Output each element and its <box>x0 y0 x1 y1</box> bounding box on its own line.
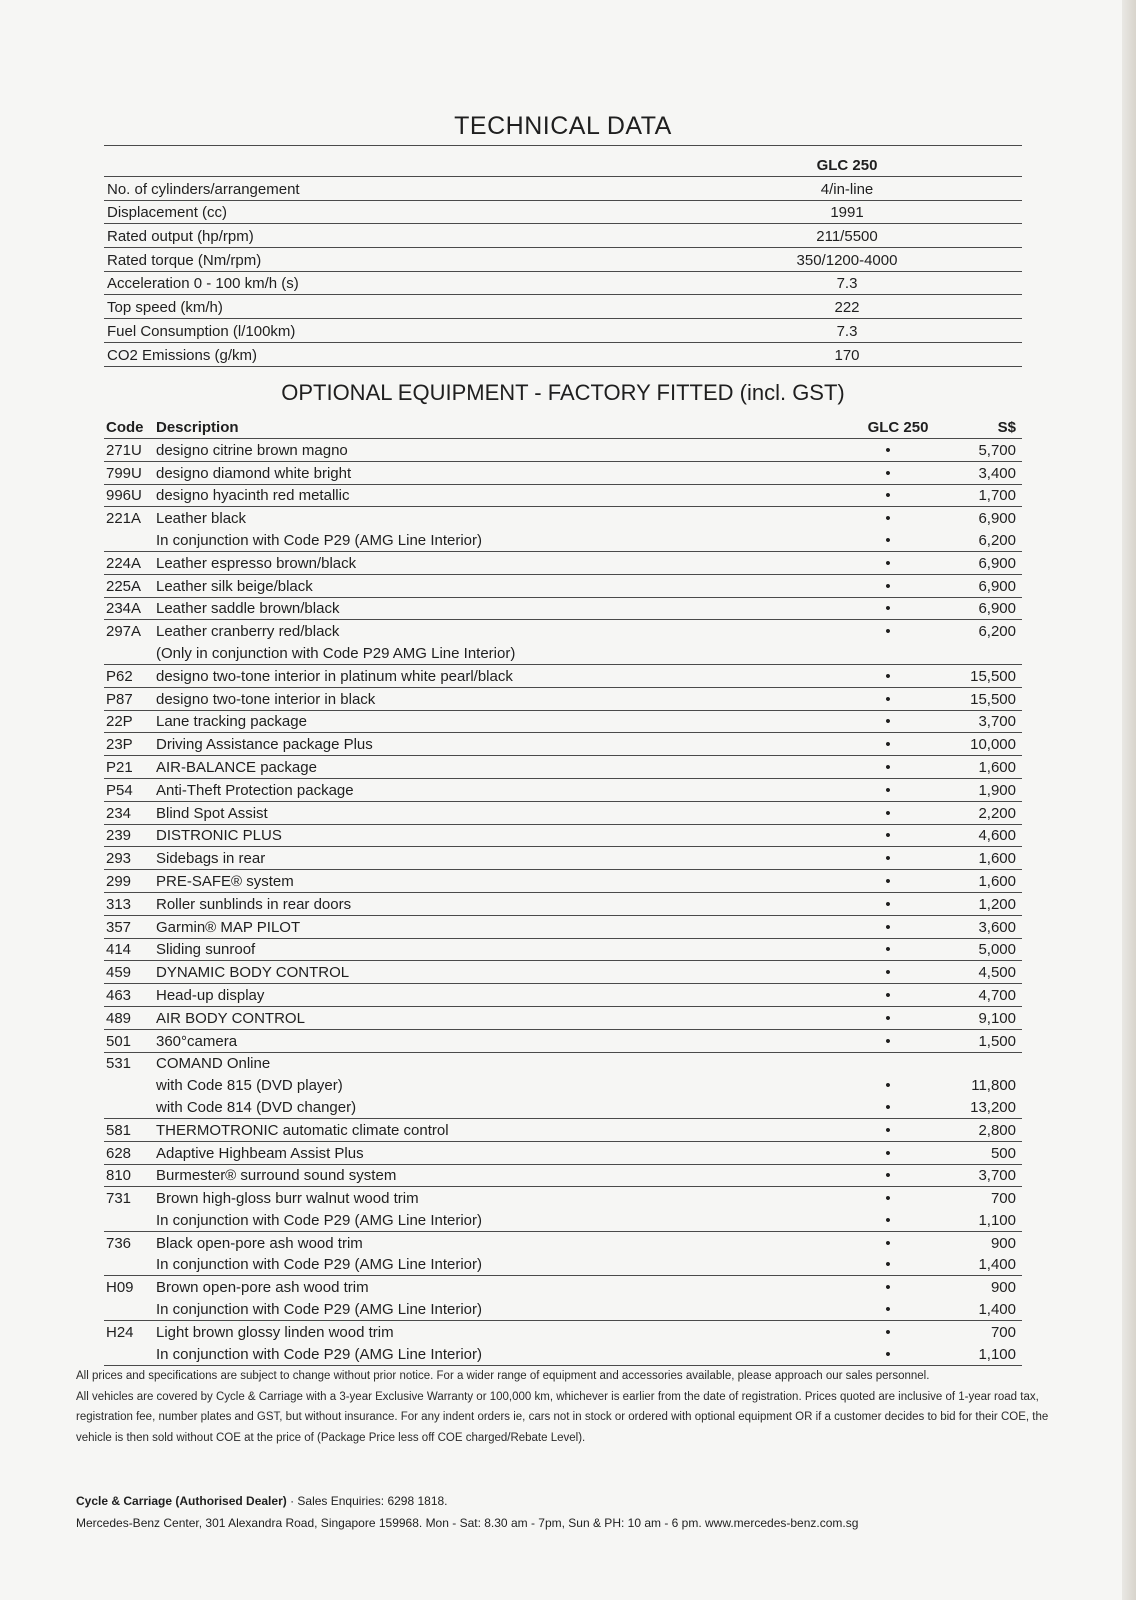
availability-dot: • <box>885 986 891 1004</box>
availability-dot: • <box>885 850 891 868</box>
equipment-description: (Only in conjunction with Code P29 AMG Line Interior) <box>156 644 516 662</box>
technical-value: 4/in-line <box>820 180 874 198</box>
equipment-code: 531 <box>106 1055 132 1073</box>
model-header: GLC 250 <box>867 419 929 436</box>
equipment-description: PRE-SAFE® system <box>156 872 294 890</box>
equipment-description: In conjunction with Code P29 (AMG Line Interior) <box>156 1211 482 1229</box>
availability-dot: • <box>885 872 891 890</box>
dealer-info <box>76 1490 1066 1534</box>
equipment-description: with Code 815 (DVD player) <box>156 1077 343 1095</box>
equipment-row <box>104 825 1022 848</box>
equipment-price: 1,900 <box>978 781 1016 799</box>
equipment-price: 2,200 <box>978 804 1016 822</box>
equipment-row <box>104 665 1022 688</box>
equipment-description: AIR-BALANCE package <box>156 758 317 776</box>
equipment-code: 225A <box>106 577 142 595</box>
equipment-price: 4,600 <box>978 827 1016 845</box>
equipment-row <box>104 984 1022 1007</box>
technical-value: 350/1200-4000 <box>796 251 898 269</box>
technical-label: Rated torque (Nm/rpm) <box>107 251 262 269</box>
availability-dot: • <box>885 804 891 822</box>
equipment-price: 2,800 <box>978 1121 1016 1139</box>
equipment-price: 700 <box>990 1190 1016 1208</box>
technical-data-title: TECHNICAL DATA <box>454 112 672 140</box>
equipment-price: 6,200 <box>978 623 1016 641</box>
equipment-price: 1,600 <box>978 850 1016 868</box>
equipment-code: 234A <box>106 600 142 618</box>
equipment-description: THERMOTRONIC automatic climate control <box>156 1121 449 1139</box>
equipment-price: 13,200 <box>970 1098 1016 1116</box>
equipment-row <box>104 688 1022 711</box>
equipment-description: Light brown glossy linden wood trim <box>156 1323 394 1341</box>
equipment-description: Sidebags in rear <box>156 850 266 868</box>
equipment-row <box>104 756 1022 779</box>
equipment-code: P87 <box>106 690 133 708</box>
equipment-description: DISTRONIC PLUS <box>156 827 282 845</box>
equipment-row <box>104 1232 1022 1254</box>
technical-row <box>104 272 1022 296</box>
technical-label: Acceleration 0 - 100 km/h (s) <box>107 275 299 293</box>
equipment-code: 628 <box>106 1144 132 1162</box>
availability-dot: • <box>885 441 891 459</box>
equipment-code: 221A <box>106 510 142 528</box>
availability-dot: • <box>885 487 891 505</box>
technical-row <box>104 248 1022 272</box>
equipment-price: 1,500 <box>978 1032 1016 1050</box>
equipment-row <box>104 598 1022 621</box>
availability-dot: • <box>885 1032 891 1050</box>
equipment-description: Garmin® MAP PILOT <box>156 918 301 936</box>
equipment-description: In conjunction with Code P29 (AMG Line Interior) <box>156 1345 482 1363</box>
equipment-price: 1,400 <box>978 1301 1016 1319</box>
availability-dot: • <box>885 690 891 708</box>
equipment-code: 459 <box>106 964 132 982</box>
equipment-row <box>104 1030 1022 1053</box>
equipment-row <box>104 916 1022 939</box>
technical-value: 1991 <box>830 204 864 222</box>
code-header: Code <box>106 419 144 436</box>
equipment-price: 700 <box>990 1323 1016 1341</box>
equipment-code: 581 <box>106 1121 132 1139</box>
availability-dot: • <box>885 531 891 549</box>
equipment-code: 234 <box>106 804 132 822</box>
equipment-price: 900 <box>990 1279 1016 1297</box>
availability-dot: • <box>885 827 891 845</box>
paper-edge <box>1122 0 1136 1600</box>
technical-header-row <box>104 145 1022 177</box>
equipment-row <box>104 1187 1022 1209</box>
equipment-description: In conjunction with Code P29 (AMG Line Interior) <box>156 531 482 549</box>
equipment-row <box>104 507 1022 529</box>
equipment-row <box>104 575 1022 598</box>
availability-dot: • <box>885 510 891 528</box>
availability-dot: • <box>885 667 891 685</box>
equipment-row <box>104 1165 1022 1188</box>
equipment-description: Black open-pore ash wood trim <box>156 1234 363 1252</box>
equipment-code: 996U <box>106 487 142 505</box>
equipment-price: 3,700 <box>978 713 1016 731</box>
availability-dot: • <box>885 1301 891 1319</box>
equipment-code: 239 <box>106 827 132 845</box>
technical-model-header: GLC 250 <box>816 157 878 174</box>
disclaimer-line-1: All prices and specifications are subject to change without prior notice. For a wider range of equipment and accessories available, please approach our sales personnel. <box>76 1370 930 1382</box>
equipment-row <box>104 1254 1022 1277</box>
technical-value: 7.3 <box>836 322 858 340</box>
availability-dot: • <box>885 1167 891 1185</box>
equipment-description: Head-up display <box>156 986 265 1004</box>
equipment-row <box>104 1074 1022 1096</box>
optional-equipment-table <box>104 412 1022 1366</box>
equipment-row <box>104 961 1022 984</box>
equipment-price: 5,700 <box>978 441 1016 459</box>
equipment-row <box>104 1321 1022 1343</box>
equipment-row <box>104 893 1022 916</box>
equipment-description: In conjunction with Code P29 (AMG Line Interior) <box>156 1301 482 1319</box>
equipment-description: Leather espresso brown/black <box>156 554 357 572</box>
equipment-description: designo citrine brown magno <box>156 441 348 459</box>
equipment-price: 11,800 <box>971 1077 1016 1095</box>
disclaimer-line-2: All vehicles are covered by Cycle & Carriage with a 3-year Exclusive Warranty or 100,000 km, whichever is earlier from the date of registration. Prices quoted are inclusive of 1-year road tax, registration fee, number plates and GST, but without insurance. For any indent orders ie, cars not in stock or ordered with optional equipment OR if a customer decides to bid for their COE, the vehicle is then sold without COE at the price of (Package Price less off COE charged/Rebate Level). <box>76 1390 1049 1444</box>
availability-dot: • <box>885 1190 891 1208</box>
equipment-description: Leather saddle brown/black <box>156 600 340 618</box>
equipment-description: Roller sunblinds in rear doors <box>156 895 352 913</box>
optional-header-row <box>104 412 1022 439</box>
equipment-code: 731 <box>106 1190 132 1208</box>
equipment-row <box>104 485 1022 508</box>
equipment-description: designo diamond white bright <box>156 464 352 482</box>
dealer-line-1 <box>76 1490 1066 1512</box>
equipment-description: Leather cranberry red/black <box>156 623 340 641</box>
equipment-row <box>104 1209 1022 1232</box>
equipment-row <box>104 1298 1022 1321</box>
availability-dot: • <box>885 1234 891 1252</box>
equipment-row <box>104 1142 1022 1165</box>
technical-row <box>104 224 1022 248</box>
equipment-price: 4,500 <box>978 964 1016 982</box>
equipment-code: P21 <box>106 758 133 776</box>
equipment-row <box>104 1343 1022 1366</box>
equipment-code: 810 <box>106 1167 132 1185</box>
equipment-price: 6,900 <box>978 510 1016 528</box>
equipment-description: with Code 814 (DVD changer) <box>156 1098 357 1116</box>
equipment-code: 23P <box>106 736 133 754</box>
equipment-description: Brown high-gloss burr walnut wood trim <box>156 1190 419 1208</box>
availability-dot: • <box>885 1256 891 1274</box>
equipment-description: designo hyacinth red metallic <box>156 487 350 505</box>
equipment-row <box>104 870 1022 893</box>
technical-label: Displacement (cc) <box>107 204 228 222</box>
equipment-row <box>104 552 1022 575</box>
equipment-price: 15,500 <box>970 667 1016 685</box>
technical-label: Top speed (km/h) <box>107 299 223 317</box>
equipment-code: 22P <box>106 713 133 731</box>
optional-equipment-title: OPTIONAL EQUIPMENT - FACTORY FITTED (incl. GST) <box>281 380 845 405</box>
equipment-row <box>104 1119 1022 1142</box>
availability-dot: • <box>885 464 891 482</box>
availability-dot: • <box>885 1144 891 1162</box>
equipment-row <box>104 620 1022 642</box>
equipment-description: COMAND Online <box>156 1055 271 1073</box>
equipment-price: 1,700 <box>978 487 1016 505</box>
technical-data-table <box>104 145 1022 367</box>
equipment-code: P54 <box>106 781 133 799</box>
equipment-row <box>104 1096 1022 1119</box>
price-header: S$ <box>997 419 1016 436</box>
technical-value: 222 <box>834 299 860 317</box>
equipment-price: 4,700 <box>978 986 1016 1004</box>
equipment-code: 293 <box>106 850 132 868</box>
equipment-price: 3,400 <box>978 464 1016 482</box>
equipment-price: 1,200 <box>978 895 1016 913</box>
equipment-row <box>104 529 1022 552</box>
equipment-price: 500 <box>990 1144 1016 1162</box>
availability-dot: • <box>885 1077 891 1095</box>
technical-label: Fuel Consumption (l/100km) <box>107 322 296 340</box>
technical-label: CO2 Emissions (g/km) <box>107 346 258 364</box>
equipment-code: P62 <box>106 667 133 685</box>
equipment-code: H24 <box>106 1323 134 1341</box>
equipment-description: DYNAMIC BODY CONTROL <box>156 964 350 982</box>
equipment-code: 799U <box>106 464 142 482</box>
equipment-code: 297A <box>106 623 142 641</box>
availability-dot: • <box>885 781 891 799</box>
availability-dot: • <box>885 758 891 776</box>
equipment-price: 5,000 <box>978 941 1016 959</box>
equipment-description: AIR BODY CONTROL <box>156 1009 305 1027</box>
equipment-price: 6,900 <box>978 577 1016 595</box>
availability-dot: • <box>885 1323 891 1341</box>
equipment-price: 6,200 <box>978 531 1016 549</box>
availability-dot: • <box>885 554 891 572</box>
equipment-description: Burmester® surround sound system <box>156 1167 397 1185</box>
equipment-row <box>104 847 1022 870</box>
availability-dot: • <box>885 1279 891 1297</box>
equipment-code: 736 <box>106 1234 132 1252</box>
availability-dot: • <box>885 1211 891 1229</box>
equipment-price: 1,600 <box>978 872 1016 890</box>
equipment-price: 10,000 <box>970 736 1016 754</box>
equipment-description: Adaptive Highbeam Assist Plus <box>156 1144 364 1162</box>
dealer-enquiries: · Sales Enquiries: 6298 1818. <box>286 1494 448 1508</box>
availability-dot: • <box>885 1121 891 1139</box>
availability-dot: • <box>885 964 891 982</box>
availability-dot: • <box>885 736 891 754</box>
equipment-row <box>104 779 1022 802</box>
equipment-row <box>104 711 1022 734</box>
equipment-row <box>104 1007 1022 1030</box>
availability-dot: • <box>885 1345 891 1363</box>
equipment-price: 3,700 <box>978 1167 1016 1185</box>
dealer-address: Mercedes-Benz Center, 301 Alexandra Road, Singapore 159968. Mon - Sat: 8.30 am - 7pm, Sun & PH: 10 am - 6 pm. www.mercedes-benz.com.sg <box>76 1516 859 1530</box>
technical-value: 211/5500 <box>816 228 878 246</box>
availability-dot: • <box>885 895 891 913</box>
equipment-description: designo two-tone interior in black <box>156 690 376 708</box>
equipment-code: 463 <box>106 986 132 1004</box>
equipment-code: 501 <box>106 1032 132 1050</box>
equipment-row <box>104 939 1022 962</box>
availability-dot: • <box>885 1009 891 1027</box>
equipment-code: H09 <box>106 1279 134 1297</box>
equipment-description: Lane tracking package <box>156 713 307 731</box>
equipment-code: 414 <box>106 941 132 959</box>
equipment-description: In conjunction with Code P29 (AMG Line Interior) <box>156 1256 482 1274</box>
equipment-price: 900 <box>990 1234 1016 1252</box>
equipment-price: 1,600 <box>978 758 1016 776</box>
technical-label: No. of cylinders/arrangement <box>107 180 300 198</box>
equipment-description: Anti-Theft Protection package <box>156 781 354 799</box>
equipment-price: 3,600 <box>978 918 1016 936</box>
disclaimer-notes <box>76 1366 1066 1448</box>
equipment-price: 6,900 <box>978 554 1016 572</box>
equipment-description: Brown open-pore ash wood trim <box>156 1279 369 1297</box>
equipment-description: Sliding sunroof <box>156 941 256 959</box>
equipment-price: 1,100 <box>978 1211 1016 1229</box>
availability-dot: • <box>885 577 891 595</box>
equipment-code: 489 <box>106 1009 132 1027</box>
technical-value: 7.3 <box>836 275 858 293</box>
equipment-price: 6,900 <box>978 600 1016 618</box>
equipment-description: Leather black <box>156 510 247 528</box>
equipment-row <box>104 1276 1022 1298</box>
equipment-description: Blind Spot Assist <box>156 804 268 822</box>
equipment-description: designo two-tone interior in platinum white pearl/black <box>156 667 513 685</box>
availability-dot: • <box>885 623 891 641</box>
availability-dot: • <box>885 600 891 618</box>
equipment-row <box>104 733 1022 756</box>
technical-row <box>104 319 1022 343</box>
equipment-code: 224A <box>106 554 142 572</box>
technical-row <box>104 343 1022 367</box>
dealer-name: Cycle & Carriage (Authorised Dealer) <box>76 1494 287 1508</box>
equipment-row <box>104 439 1022 462</box>
equipment-price: 1,100 <box>978 1345 1016 1363</box>
equipment-code: 313 <box>106 895 132 913</box>
technical-row <box>104 177 1022 201</box>
equipment-description: Leather silk beige/black <box>156 577 313 595</box>
technical-value: 170 <box>834 346 860 364</box>
equipment-description: 360°camera <box>156 1032 238 1050</box>
description-header: Description <box>156 419 239 436</box>
technical-rows <box>104 177 1022 367</box>
equipment-price: 9,100 <box>978 1009 1016 1027</box>
availability-dot: • <box>885 713 891 731</box>
availability-dot: • <box>885 1098 891 1116</box>
technical-row <box>104 201 1022 225</box>
equipment-row <box>104 462 1022 485</box>
equipment-code: 299 <box>106 872 132 890</box>
equipment-price: 1,400 <box>978 1256 1016 1274</box>
equipment-row <box>104 802 1022 825</box>
technical-row <box>104 295 1022 319</box>
equipment-description: Driving Assistance package Plus <box>156 736 373 754</box>
equipment-code: 357 <box>106 918 132 936</box>
optional-rows <box>104 439 1022 1366</box>
technical-label: Rated output (hp/rpm) <box>107 228 254 246</box>
equipment-price: 15,500 <box>970 690 1016 708</box>
equipment-row <box>104 642 1022 665</box>
availability-dot: • <box>885 941 891 959</box>
equipment-code: 271U <box>106 441 142 459</box>
availability-dot: • <box>885 918 891 936</box>
equipment-row <box>104 1053 1022 1075</box>
